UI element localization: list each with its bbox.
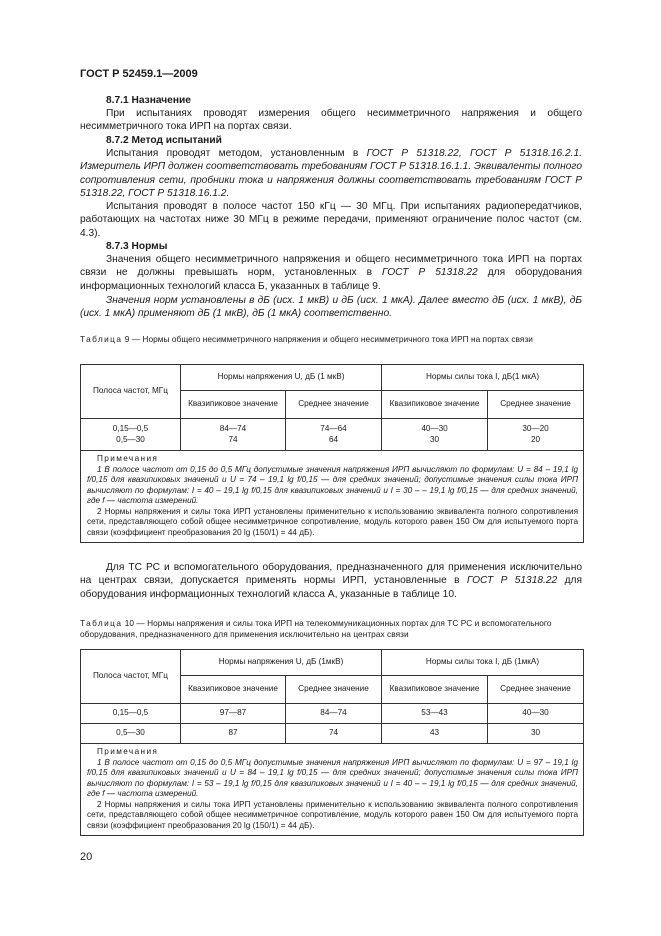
- header-band: Полоса частот, МГц: [81, 365, 181, 419]
- note-1: 1 В полосе частот от 0,15 до 0,5 МГц допустимые значения напряжения ИРП вычисляют по формулам: U = 84 – 19,1 lg f/0,15 для квазипиковых значений и U = 74 – 19,1 lg f/0,15 — для средних значений; допустимые значения силы тока ИРП вычисляют по формулам: I = 40 – 19,1 lg f/0,15 для квазипиковых значений и I = 30 – – 19,1 lg f/0,15 — для средних значений, где f — частота измерений.: [87, 464, 579, 506]
- table-9: [80, 364, 584, 543]
- table-9-caption: [80, 334, 582, 345]
- section-8-7-3-paragraph-1: [80, 253, 582, 293]
- section-8-7-3-paragraph-2: Значения норм установлены в дБ (исх. 1 мкВ) и дБ (исх. 1 мкА). Далее вместо дБ (исх. 1 мкВ), дБ (исх. 1 мкА) применяют дБ (1 мкВ), дБ (1 мкА) соответственно.: [80, 295, 582, 320]
- voltage-qp-cell: 97—87: [181, 704, 286, 724]
- table-row: [81, 419, 584, 451]
- paragraph-text: Для ТС РС и вспомогательного оборудования, предназначенного для применения исключительно на центрах связи, допускается применять нормы ИРП, установленные в: [80, 562, 582, 587]
- voltage-qp-cell: [181, 419, 286, 451]
- subheader-current-avg: Среднее значение: [488, 676, 584, 704]
- table-10-notes: [81, 744, 584, 836]
- subheader-voltage-avg: Среднее значение: [286, 676, 382, 704]
- current-qp-cell: [382, 419, 488, 451]
- current-qp-cell: 53—43: [382, 704, 488, 724]
- current-avg-cell: 40—30: [488, 704, 584, 724]
- current-qp-cell: 43: [382, 724, 488, 744]
- table-row: [81, 704, 584, 724]
- note-2: 2 Нормы напряжения и силы тока ИРП установлены применительно к использованию эквивалента полного сопротивления сети, представляющего собой общее несимметричное сопротивление, модуль которого равен 150 Ом для испытуемого порта связи (коэффициент преобразования 20 lg (150/1) = 44 дБ).: [87, 799, 578, 831]
- section-8-7-2-paragraph-2: Испытания проводят в полосе частот 150 кГц — 30 МГц. При испытаниях радиопередатчиков, работающих на частотах ниже 30 МГц в режиме передачи, применяют ограничение полос частот (см. 4.3).: [80, 201, 582, 239]
- cell-value: 40—30: [421, 424, 448, 433]
- current-avg-cell: [488, 419, 584, 451]
- section-8-7-1-heading: 8.7.1 Назначение: [106, 95, 191, 106]
- table-10-caption: [80, 618, 582, 640]
- current-avg-cell: 30: [488, 724, 584, 744]
- cell-value: 30—20: [522, 424, 549, 433]
- voltage-avg-cell: 74: [286, 724, 382, 744]
- header-current: Нормы силы тока I, дБ(1 мкА): [382, 365, 584, 391]
- band-cell: 0,5—30: [81, 724, 181, 744]
- note-1: 1 В полосе частот от 0,15 до 0,5 МГц допустимые значения напряжения ИРП вычисляют по формулам: U = 97 – 19,1 lg f/0,15 для квазипиковых значений и U = 84 – 19,1 lg f/0,15 — для средних значений; допустимые значения силы тока ИРП вычисляют по формулам: I = 53 – 19,1 lg f/0,15 для квазипиковых значений и I = 40 – – 19,1 lg f/0,15 — для средних значений, где f — частота измерений.: [87, 757, 578, 799]
- cell-value: 64: [328, 434, 339, 444]
- cell-value: 20: [530, 434, 541, 444]
- section-8-7-2-paragraph-1: [80, 147, 582, 201]
- header-voltage: Нормы напряжения U, дБ (1 мкВ): [181, 365, 382, 391]
- caption-label: Таблица: [80, 334, 123, 344]
- cell-value: 0,5—30: [116, 434, 145, 444]
- subheader-voltage-qp: Квазипиковое значение: [181, 676, 286, 704]
- header-voltage: Нормы напряжения U, дБ (1мкВ): [181, 650, 382, 676]
- caption-text: 10 — Нормы напряжения и силы тока ИРП на телекоммуникационных портах для ТС РС и вспомогательного оборудования, предназначенного для применения исключительно на центрах связи: [80, 618, 552, 639]
- subheader-current-qp: Квазипиковое значение: [382, 676, 488, 704]
- note-2: 2 Нормы напряжения и силы тока ИРП установлены применительно к использованию эквивалента полного сопротивления сети, представляющего собой общее несимметричное сопротивление, модуль которого равен 150 Ом для испытуемого порта связи (коэффициент преобразования 20 lg (150/1) = 44 дБ).: [87, 506, 579, 538]
- section-8-7-1-text: При испытаниях проводят измерения общего несимметричного напряжения и общего несимметричного тока ИРП на портах связи.: [80, 108, 582, 133]
- table-10: [80, 649, 584, 836]
- standard-reference: ГОСТ Р 51318.22: [466, 575, 558, 587]
- table-row: [81, 724, 584, 744]
- cell-value: 74: [228, 434, 238, 444]
- band-cell: [81, 419, 181, 451]
- header-current: Нормы силы тока I, дБ (1мкА): [382, 650, 584, 676]
- caption-text: 9 — Нормы общего несимметричного напряжения и общего несимметричного тока ИРП на портах связи: [124, 334, 533, 344]
- document-header: ГОСТ Р 52459.1—2009: [80, 68, 198, 80]
- header-band: Полоса частот, МГц: [81, 650, 181, 704]
- cell-value: 84—74: [219, 424, 247, 433]
- cell-value: 74—64: [320, 424, 347, 433]
- paragraph-text: Значения общего несимметричного напряжения и общего несимметричного тока ИРП на портах связи не должны превышать норм, установленных в: [80, 254, 582, 279]
- table-9-notes: [81, 451, 584, 543]
- band-cell: 0,15—0,5: [81, 704, 181, 724]
- standard-references: ГОСТ Р 51318.22, ГОСТ Р 51318.16.2.1. Измеритель ИРП должен соответствовать требованиям ГОСТ Р 51318.16.1.1. Эквиваленты полного сопротивления сети, пробники тока и напряжения должны соответствовать требованиям ГОСТ Р 51318.22, ГОСТ Р 51318.16.1.2.: [80, 148, 582, 200]
- subheader-current-qp: Квазипиковое значение: [382, 391, 488, 419]
- caption-label: Таблица: [80, 618, 123, 628]
- section-8-7-2-heading: 8.7.2 Метод испытаний: [106, 135, 222, 146]
- section-8-7-3-heading: 8.7.3 Нормы: [106, 241, 168, 252]
- voltage-qp-cell: 87: [181, 724, 286, 744]
- cell-value: 0,15—0,5: [112, 424, 149, 433]
- paragraph-text: для оборудования информационных технологий класса А, указанные в таблице 10.: [80, 575, 582, 600]
- cell-value: 30: [429, 434, 440, 444]
- page-number: 20: [80, 851, 93, 863]
- voltage-avg-cell: 84—74: [286, 704, 382, 724]
- notes-title: Примечания: [97, 454, 159, 463]
- standard-reference: ГОСТ Р 51318.22: [382, 267, 478, 279]
- subheader-voltage-avg: Среднее значение: [286, 391, 382, 419]
- paragraph-text: Испытания проводят методом, установленным в: [106, 148, 367, 159]
- subheader-current-avg: Среднее значение: [488, 391, 584, 419]
- voltage-avg-cell: [286, 419, 382, 451]
- notes-title: Примечания: [97, 747, 159, 756]
- subheader-voltage-qp: Квазипиковое значение: [181, 391, 286, 419]
- table-10-intro-paragraph: [80, 561, 582, 601]
- paragraph-text: для оборудования информационных технологий класса Б, указанных в таблице 9.: [80, 267, 582, 292]
